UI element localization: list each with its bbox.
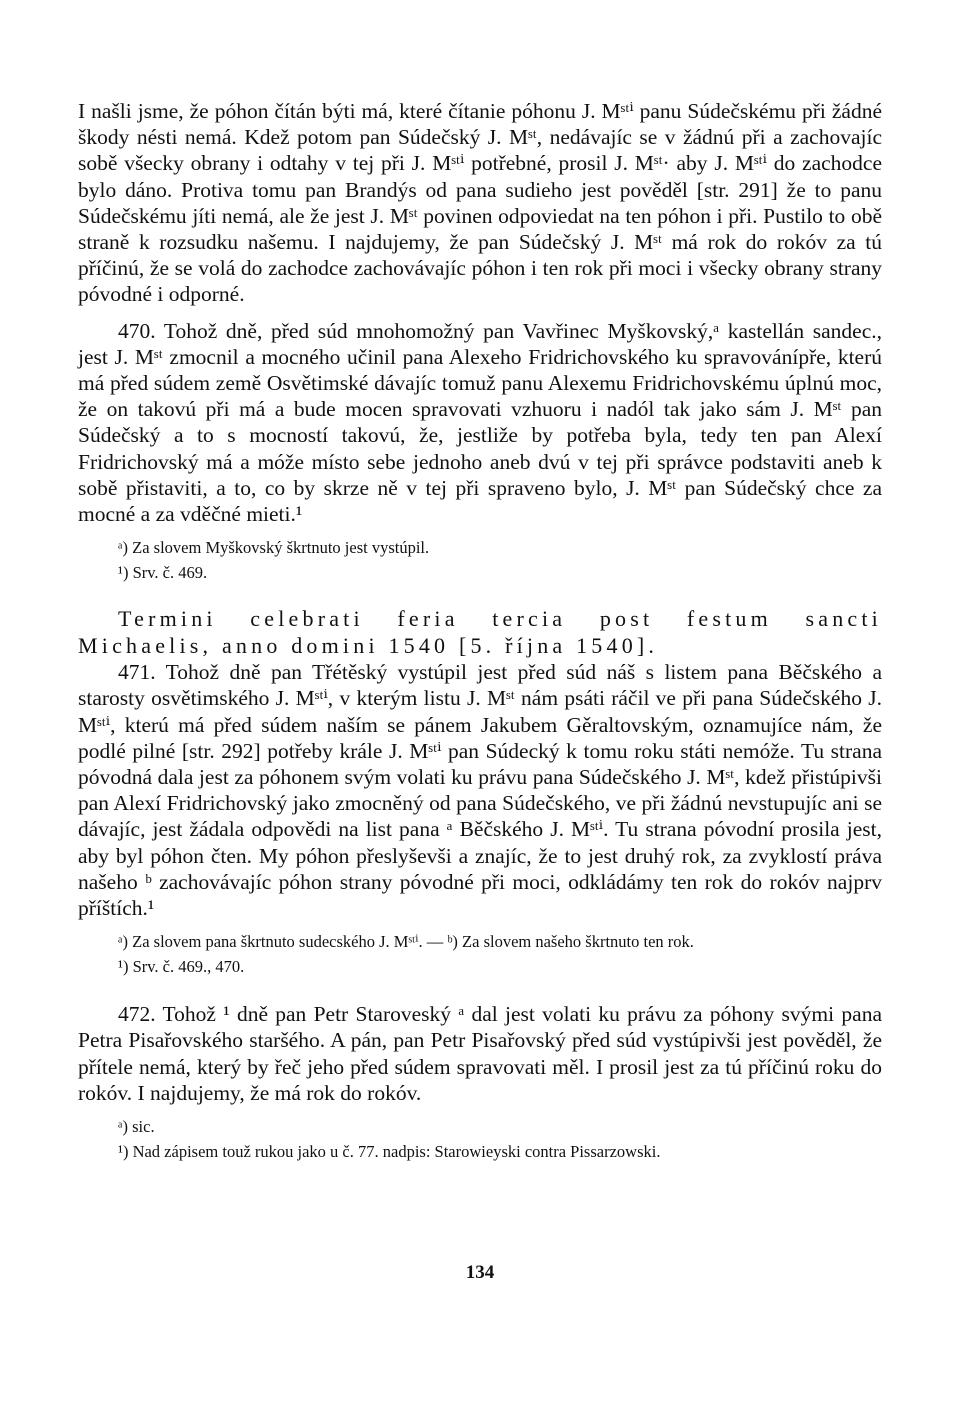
footnote-472-a: ᵃ) sic. (118, 1117, 155, 1137)
footnote-471-ab: ᵃ) Za slovem pana škrtnuto sudecského J. Mˢᵗⁱ. — ᵇ) Za slovem našeho škrtnuto ten rok. (118, 932, 694, 952)
entry-472: 472. Tohož ¹ dně pan Petr Staroveský ᵃ dal jest volati ku právu za póhony svými pana Petra Pisařovského staršého. A pán, pan Petr Pisařovský před súd vystúpivši jest pověděl, že přítele nemá, který by řeč jeho před súdem spravovati měl. I prosil jest za tú příčinú roku do rokóv. I najdujemy, že má rok do rokóv. (78, 1002, 882, 1105)
footnote-471-1: ¹) Srv. č. 469., 470. (118, 957, 245, 977)
session-heading: Termini celebrati feria tercia post festum sancti Michaelis, anno domini 1540 [5. října 1540]. (78, 606, 882, 659)
entry-471: 471. Tohož dně pan Třétěský vystúpil jest před súd náš s listem pana Běčského a starosty osvětimského J. Mˢᵗⁱ, v kterým listu J. Mˢᵗ nám psáti ráčil ve při pana Súdečského J. Mˢᵗⁱ, kterú má před súdem naším se pánem Jakubem Gěraltovským, oznamujíce nám, že podlé pilné [str. 292] potřeby krále J. Mˢᵗⁱ pan Súdecký k tomu roku státi nemóže. Tu strana póvodná dala jest za póhonem svým volati ku právu pana Súdečského J. Mˢᵗ, kdež přistúpivši pan Alexí Fridrichovský jako zmocněný od pana Súdečského, ve při žádnú nevstupujíc ani se dávajíc, jest žádala odpovědi na list pana ᵃ Běčského J. Mˢᵗⁱ. Tu strana póvodní prosila jest, aby byl póhon čten. My póhon přeslyševši a znajíc, že to jest druhý rok, za zvyklostí práva našeho ᵇ zachovávajíc póhon strany póvodné při moci, odkládámy ten rok do rokóv najprv příštích.¹ (78, 660, 882, 921)
footnote-470-1: ¹) Srv. č. 469. (118, 563, 208, 583)
footnote-472-1: ¹) Nad zápisem touž rukou jako u č. 77. nadpis: Starowieyski contra Pissarzowski. (118, 1142, 661, 1162)
paragraph-continuation: I našli jsme, že póhon čítán býti má, které čítanie póhonu J. Mˢᵗⁱ panu Súdečskému při žádné škody nésti nemá. Kdež potom pan Súdečský J. Mˢᵗ, nedávajíc se v žádnú při a zachovajíc sobě všecky obrany i odtahy v tej při J. Mˢᵗⁱ potřebné, prosil J. Mˢᵗ· aby J. Mˢᵗⁱ do zachodce bylo dáno. Protiva tomu pan Brandýs od pana sudieho jest pověděl [str. 291] že to panu Súdečskému jíti nemá, ale že jest J. Mˢᵗ povinen odpoviedat na ten póhon i při. Pustilo to obě straně k rozsudku našemu. I najdujemy, že pan Súdečský J. Mˢᵗ má rok do rokóv za tú příčinú, že se volá do zachodce zachovávajíc póhon i ten rok při moci i všecky obrany strany póvodné i odporné. (78, 99, 882, 307)
entry-470: 470. Tohož dně, před súd mnohomožný pan Vavřinec Myškovský,ᵃ kastellán sandec., jest J. Mˢᵗ zmocnil a mocného učinil pana Alexeho Fridrichovského ku spravovánípře, kterú má před súdem země Osvětimské dávajíc tomuž panu Alexemu Fridrichovskému úplnú moc, že on takovú při má a bude mocen spravovati vzhuoru i nadól tak jako sám J. Mˢᵗ pan Súdečský a to s mocností takovú, že, jestliže by potřeba byla, tedy ten pan Alexí Fridrichovský má a móže místo sebe jednoho aneb dvú v tej při správce podstaviti aneb k sobě přistaviti, a to, co by skrze ně v tej při spraveno bylo, J. Mˢᵗ pan Súdečský chce za mocné a za vděčné mieti.¹ (78, 318, 882, 527)
page-number: 134 (465, 1262, 495, 1283)
footnote-470-a: ᵃ) Za slovem Myškovský škrtnuto jest vystúpil. (118, 538, 430, 558)
